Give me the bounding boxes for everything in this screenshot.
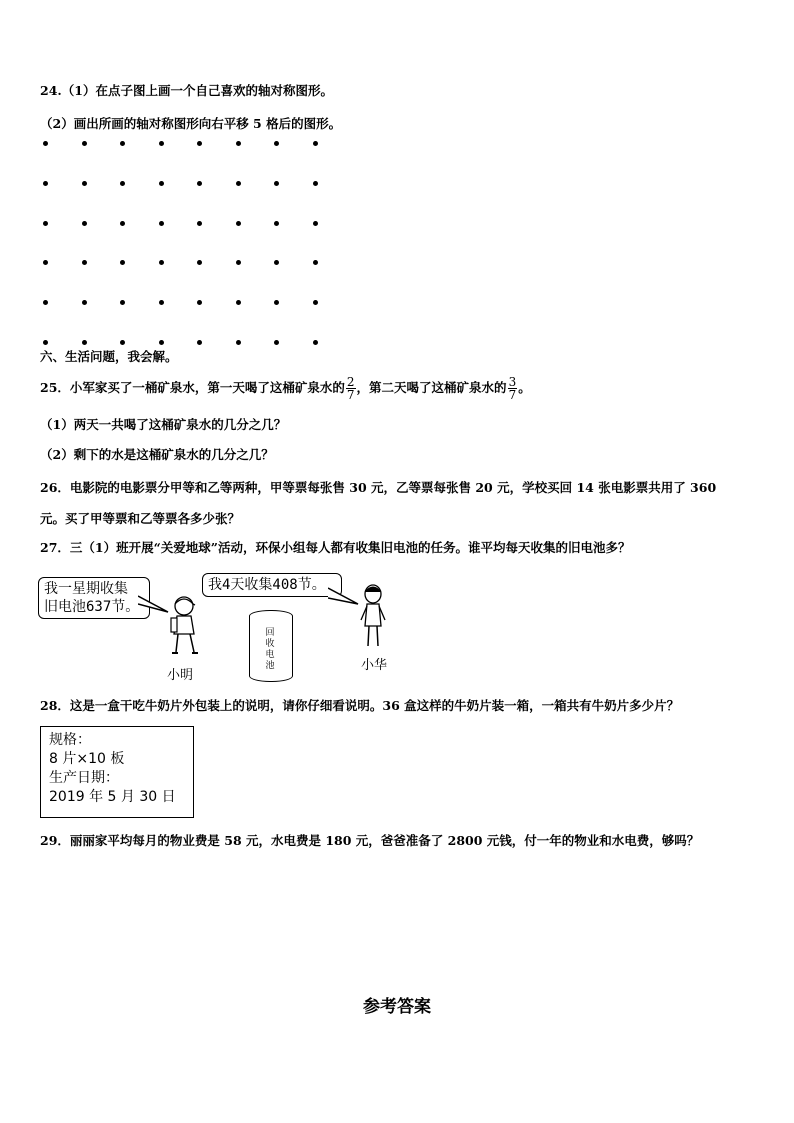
grid-dot[interactable] [82, 221, 87, 226]
grid-dot[interactable] [274, 340, 279, 345]
grid-dot[interactable] [82, 300, 87, 305]
answers-title: 参考答案 [363, 997, 431, 1017]
grid-dot[interactable] [236, 181, 241, 186]
grid-dot[interactable] [120, 181, 125, 186]
grid-dot[interactable] [82, 141, 87, 146]
spec-box [40, 726, 194, 818]
grid-dot[interactable] [43, 340, 48, 345]
grid-dot[interactable] [197, 260, 202, 265]
grid-dot[interactable] [82, 340, 87, 345]
grid-dot[interactable] [197, 300, 202, 305]
q25-sub1: （1）两天一共喝了这桶矿泉水的几分之几？ [40, 417, 287, 432]
production-date-value: 2019 年 5 月 30 日 [49, 789, 176, 805]
bin-label: 回收电池 [265, 628, 275, 671]
grid-dot[interactable] [120, 300, 125, 305]
bubble-left-line1: 我一星期收集 [44, 581, 128, 597]
grid-dot[interactable] [82, 181, 87, 186]
q27-question: 27．三（1）班开展“关爱地球”活动，环保小组每人都有收集旧电池的任务。谁平均每天收集的旧电池多？ [40, 540, 631, 555]
q24-part2: （2）画出所画的轴对称图形向右平移 5 格后的图形。 [40, 116, 342, 131]
grid-dot[interactable] [43, 141, 48, 146]
grid-dot[interactable] [120, 221, 125, 226]
grid-dot[interactable] [274, 181, 279, 186]
grid-dot[interactable] [274, 300, 279, 305]
spec-value: 8 片×10 板 [49, 751, 125, 767]
grid-dot[interactable] [43, 221, 48, 226]
grid-dot[interactable] [82, 260, 87, 265]
grid-dot[interactable] [274, 141, 279, 146]
grid-dot[interactable] [159, 181, 164, 186]
grid-dot[interactable] [159, 300, 164, 305]
grid-dot[interactable] [313, 260, 318, 265]
grid-dot[interactable] [236, 221, 241, 226]
label-xiaoming: 小明 [167, 668, 194, 683]
grid-dot[interactable] [159, 340, 164, 345]
grid-dot[interactable] [197, 181, 202, 186]
q25-text-c: 。 [518, 380, 531, 395]
child-xiaohua-icon [356, 584, 390, 650]
grid-dot[interactable] [313, 221, 318, 226]
boy-xiaoming-icon [164, 596, 204, 658]
label-xiaohua: 小华 [361, 658, 388, 673]
grid-dot[interactable] [43, 300, 48, 305]
grid-dot[interactable] [120, 141, 125, 146]
q24-part1: 24.（1）在点子图上画一个自己喜欢的轴对称图形。 [40, 83, 333, 98]
fraction-2-7: $\frac{2}{7}$ [346, 375, 355, 402]
fraction-3-7: $\frac{3}{7}$ [508, 375, 517, 402]
q26-line2: 元。买了甲等票和乙等票各多少张？ [40, 511, 241, 526]
grid-dot[interactable] [313, 340, 318, 345]
q25-sub2: （2）剩下的水是这桶矿泉水的几分之几？ [40, 447, 274, 462]
grid-dot[interactable] [197, 340, 202, 345]
grid-dot[interactable] [43, 260, 48, 265]
production-date-label: 生产日期： [49, 770, 119, 786]
q25-text-b: ，第二天喝了这桶矿泉水的 [356, 380, 507, 395]
section-title: 六、生活问题，我会解。 [40, 349, 178, 364]
speech-bubble-xiaohua [202, 573, 342, 597]
grid-dot[interactable] [313, 300, 318, 305]
grid-dot[interactable] [43, 181, 48, 186]
grid-dot[interactable] [274, 221, 279, 226]
spec-label: 规格： [49, 732, 91, 748]
grid-dot[interactable] [197, 221, 202, 226]
speech-bubble-xiaoming [38, 577, 150, 619]
q25-text-a: 25．小军家买了一桶矿泉水，第一天喝了这桶矿泉水的 [40, 380, 345, 395]
bubble-right-line1: 我4天收集408节。 [208, 577, 326, 593]
grid-dot[interactable] [236, 260, 241, 265]
grid-dot[interactable] [313, 181, 318, 186]
q28-question: 28．这是一盒干吃牛奶片外包装上的说明，请你仔细看说明。36 盒这样的牛奶片装一箱，一箱共有牛奶片多少片？ [40, 698, 680, 713]
bubble-left-line2: 旧电池637节。 [44, 599, 140, 615]
grid-dot[interactable] [120, 340, 125, 345]
grid-dot[interactable] [236, 340, 241, 345]
grid-dot[interactable] [274, 260, 279, 265]
q29-question: 29．丽丽家平均每月的物业费是 58 元，水电费是 180 元，爸爸准备了 2800 元钱，付一年的物业和水电费，够吗？ [40, 833, 700, 848]
grid-dot[interactable] [236, 300, 241, 305]
grid-dot[interactable] [120, 260, 125, 265]
grid-dot[interactable] [159, 260, 164, 265]
q26-line1: 26．电影院的电影票分甲等和乙等两种，甲等票每张售 30 元，乙等票每张售 20 元，学校买回 14 张电影票共用了 360 [40, 480, 717, 495]
grid-dot[interactable] [236, 141, 241, 146]
grid-dot[interactable] [159, 221, 164, 226]
q25-question [40, 374, 531, 402]
grid-dot[interactable] [159, 141, 164, 146]
grid-dot[interactable] [197, 141, 202, 146]
grid-dot[interactable] [313, 141, 318, 146]
